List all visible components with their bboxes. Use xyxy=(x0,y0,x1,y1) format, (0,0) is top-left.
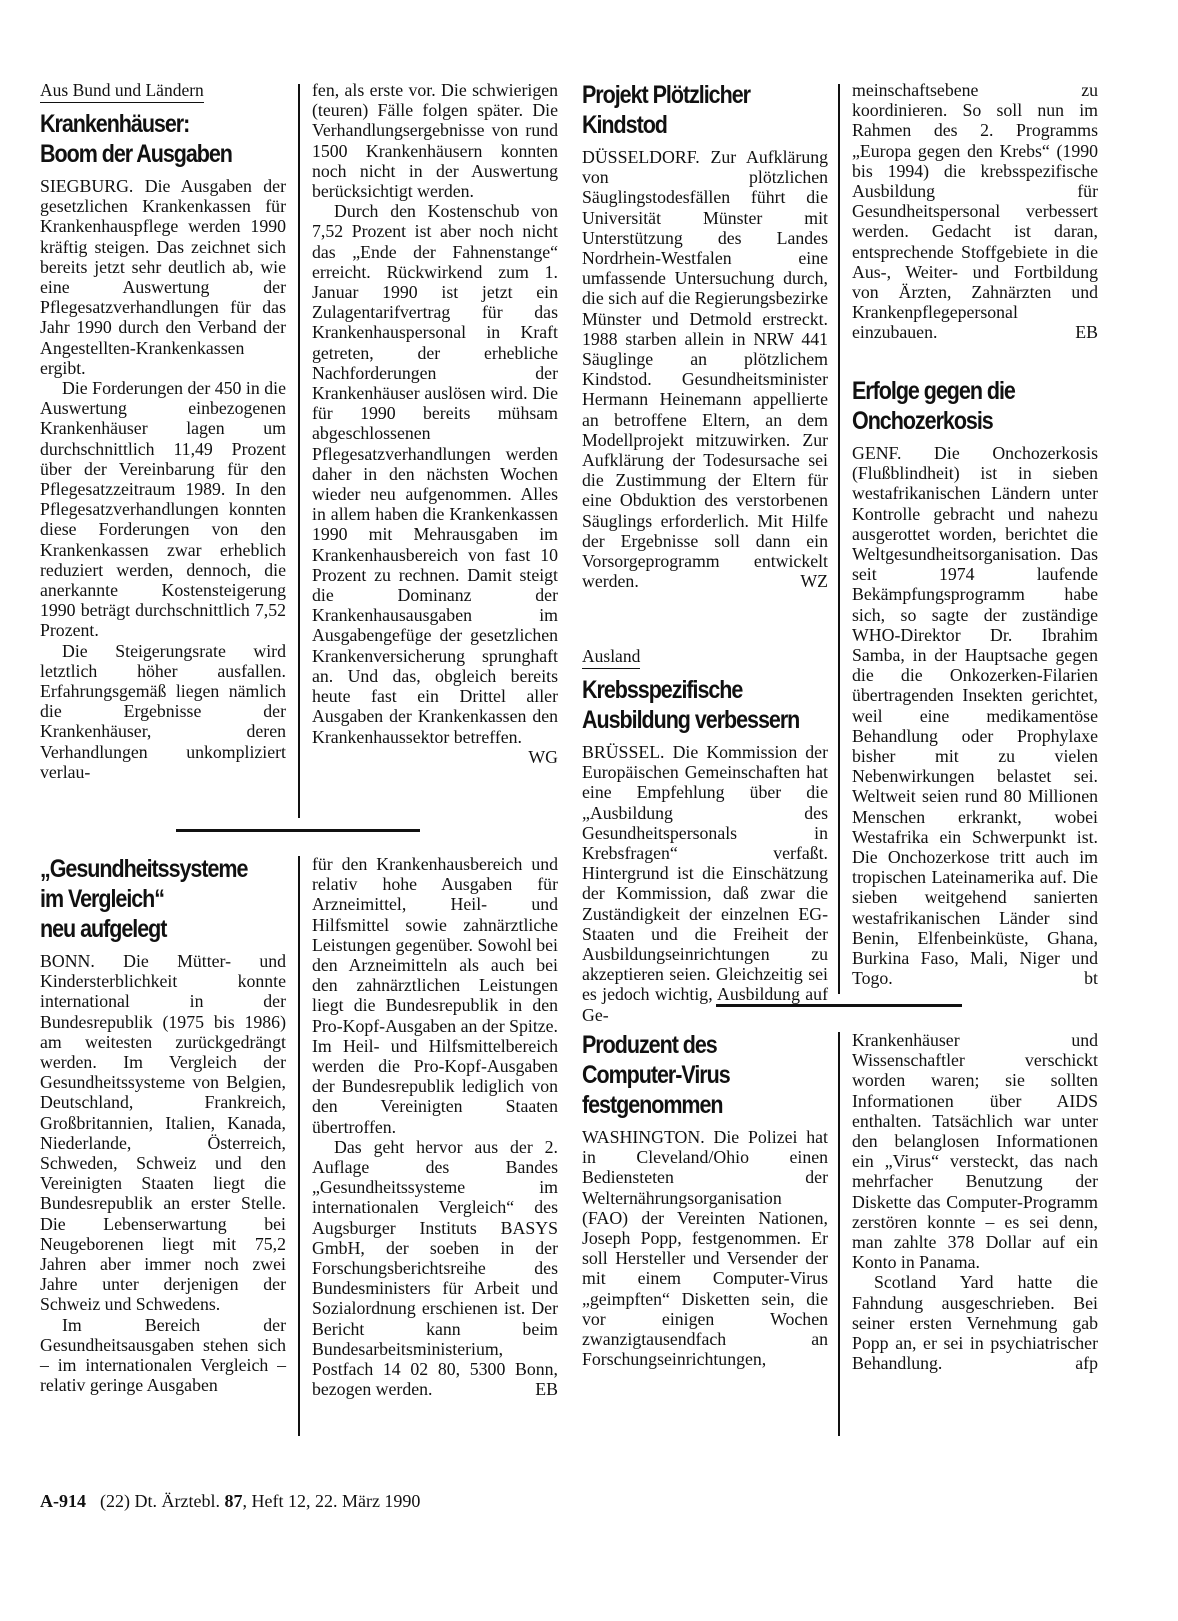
headline-line: im Vergleich“ xyxy=(40,885,165,913)
paragraph-text: GENF. Die Onchozerkosis (Flußblindheit) ist in sieben westafrikanischen Ländern unter Kontrolle gebracht und nahezu ausgerottet worden, berichtet die Weltgesundheitsorganisation. Das seit 1974 laufende Bekämpfungsprogramm habe sich, so sagte der zuständige WHO-Direktor Dr. Ibrahim Samba, in der Hauptsache gegen die die Onkozerken-Filarien übertragenden Insekten gerichtet, weil eine medikamentöse Behandlung oder Prophylaxe bisher mit zu vielen Nebenwirkungen belastet sei. Weltweit seien rund 80 Millionen Menschen erkrankt, wobei Westafrika ein Schwerpunkt ist. Die Onchozerkose tritt auch im tropischen Lateinamerika auf. Die sieben weitgehend sanierten westafrikanischen Länder sind Benin, Elfenbeinküste, Ghana, Burkina Faso, Mali, Niger und Togo. xyxy=(852,443,1098,989)
paragraph: für den Krankenhausbereich und relativ hohe Ausgaben für Arzneimittel, Heil- und Hilfsmittel sowie zahnärztliche Leistungen gegenüber. Sowohl bei den Arzneimitteln als auch bei den zahnärztlichen Leistungen liegt die Bundesrepublik in den Pro-Kopf-Ausgaben an der Spitze. Im Heil- und Hilfsmittelbereich werden die Pro-Kopf-Ausgaben der Bundesrepublik lediglich von den Vereinigten Staaten übertroffen. xyxy=(312,854,558,1137)
headline-line: Krankenhäuser: xyxy=(40,110,190,138)
paragraph xyxy=(852,1272,1098,1373)
article-computervirus xyxy=(582,1030,828,1369)
headline-line: Projekt Plötzlicher xyxy=(582,81,750,109)
article-body xyxy=(582,147,828,591)
article-krebs xyxy=(582,646,828,1025)
paragraph-text: DÜSSELDORF. Zur Aufklärung von plötzlichen Säuglingstodesfällen führt die Universität Münster mit Unterstützung des Landes Nordrhein-Westfalen eine umfassende Untersuchung durch, die sich auf die Regierungsbezirke Münster und Detmold erstreckt. 1988 starben allein in NRW 441 Säuglinge an plötzlichem Kindstod. Gesundheitsminister Hermann Heinemann appellierte an betroffene Eltern, an dem Modellprojekt mitzuwirken. Zur Aufklärung der Todesursache sei die Zustimmung der Eltern für eine Obduktion des verstorbenen Säuglings erforderlich. Mit Hilfe der Ergebnisse soll dann ein Vorsorgeprogramm entwickelt werden. xyxy=(582,147,828,592)
headline-line: Erfolge gegen die xyxy=(852,377,1015,405)
headline-onchozerkosis xyxy=(852,376,1097,436)
section-label-bund-laender: Aus Bund und Ländern xyxy=(40,80,204,103)
author-signature: bt xyxy=(1084,968,1098,989)
headline-line: Onchozerkosis xyxy=(852,407,993,435)
paragraph: Die Forderungen der 450 in die Auswertung einbezogenen Krankenhäuser lagen um durchschnittlich 11,49 Prozent über der Vereinbarung für den Pflegesatzzeitraum 1989. In den Pflegesatzverhandlungen konnten diese Forderungen von den Krankenkassen zwar erheblich reduziert werden, dennoch, die anerkannte Kostensteigerung 1990 beträgt durchschnittlich 7,52 Prozent. xyxy=(40,378,286,641)
author-signature: afp xyxy=(1075,1353,1098,1374)
article-krankenhaeuser xyxy=(40,80,286,782)
paragraph: SIEGBURG. Die Ausgaben der gesetzlichen Krankenkassen für Krankenhauspflege werden 1990 kräftig steigen. Das zeichnet sich bereits jetzt sehr deutlich ab, wie eine Auswertung der Pflegesatzverhandlungen für das Jahr 1990 durch den Verband der Angestellten-Krankenkassen ergibt. xyxy=(40,176,286,378)
headline-krankenhaeuser xyxy=(40,109,285,169)
paragraph xyxy=(312,201,558,767)
article-onchozerkosis xyxy=(852,376,1098,988)
paragraph: BONN. Die Mütter- und Kindersterblichkeit konnte international in der Bundesrepublik (1975 bis 1986) am weitesten zurückgedrängt werden. Im Vergleich der Gesundheitssysteme von Belgien, Deutschland, Frankreich, Großbritannien, Italien, Kanada, Niederlande, Österreich, Schweden, Schweiz und den Vereinigten Staaten liegt die Bundesrepublik an erster Stelle. Die Lebenserwartung bei Neugeborenen liegt mit 75,2 Jahren aber immer noch zwei Jahre unter derjenigen der Schweiz und Schwedens. xyxy=(40,951,286,1315)
column-divider xyxy=(298,856,300,1436)
article-krebs-col2 xyxy=(852,80,1098,343)
headline-line: Ausbildung verbessern xyxy=(582,706,800,734)
paragraph xyxy=(852,443,1098,988)
article-krankenhaeuser-col2 xyxy=(312,80,558,767)
headline-line: Computer-Virus xyxy=(582,1061,730,1089)
article-separator xyxy=(716,1004,962,1007)
headline-krebs xyxy=(582,675,827,735)
headline-line: Krebsspezifische xyxy=(582,676,743,704)
headline-kindstod xyxy=(582,80,827,140)
article-body-col1 xyxy=(582,742,828,1025)
author-signature: WG xyxy=(528,746,558,767)
paragraph: Krankenhäuser und Wissenschaftler verschickt worden waren; sie sollten Informationen über AIDS enthalten. Tatsächlich war unter den belanglosen Informationen ein „Virus“ versteckt, das nach mehrfacher Benutzung der Diskette das Computer-Programm zerstören konnte – es sei denn, man zahlte 378 Dollar auf ein Konto in Panama. xyxy=(852,1030,1098,1273)
article-body-col1 xyxy=(40,176,286,782)
headline-line: festgenommen xyxy=(582,1091,723,1119)
article-body xyxy=(852,443,1098,988)
author-signature: EB xyxy=(1075,322,1098,343)
article-separator xyxy=(176,829,420,832)
column-divider xyxy=(298,84,300,818)
article-computervirus-col2 xyxy=(852,1030,1098,1373)
issue-suffix: , Heft 12, 22. März 1990 xyxy=(242,1491,421,1511)
headline-gesundheitssysteme xyxy=(40,854,285,944)
article-kindstod xyxy=(582,80,828,591)
headline-line: „Gesundheitssysteme xyxy=(40,855,248,883)
headline-line: neu aufgelegt xyxy=(40,915,167,943)
article-body-col1 xyxy=(582,1127,828,1369)
paragraph: Im Bereich der Gesundheitsausgaben stehen sich – im internationalen Vergleich – relativ geringe Ausgaben xyxy=(40,1314,286,1396)
article-body-col1 xyxy=(40,951,286,1395)
headline-line: Boom der Ausgaben xyxy=(40,140,232,168)
paragraph-text: Durch den Kostenschub von 7,52 Prozent ist aber noch nicht das „Ende der Fahnenstange“ erreicht. Rückwirkend zum 1. Januar 1990 ist jetzt ein Zulagentarifvertrag für das Krankenhauspersonal in Kraft getreten, der erhebliche Nachforderungen der Krankenhäuser auslösen wird. Die für 1990 bereits mühsam abgeschlossenen Pflegesatzverhandlungen werden daher in den nächsten Wochen wieder neu aufgenommen. Alles in allem haben die Krankenkassen 1990 mit Mehrausgaben im Krankenhausbereich von fast 10 Prozent zu rechnen. Damit steigt die Dominanz der Krankenhausausgaben im Ausgabengefüge der gesetzlichen Krankenversicherung sprunghaft an. Und das, obgleich bereits heute fast ein Drittel aller Ausgaben der Krankenkassen den Krankenhaussektor betreffen. xyxy=(312,201,558,747)
paragraph xyxy=(582,147,828,591)
column-divider xyxy=(838,84,840,994)
paragraph: BRÜSSEL. Die Kommission der Europäischen Gemeinschaften hat eine Empfehlung über die „Ausbildung des Gesundheitspersonals in Krebsfragen“ verfaßt. Hintergrund ist die Einschätzung der Kommission, daß zwar die Zuständigkeit der einzelnen EG-Staaten und die Freiheit der Ausbildungseinrichtungen zu akzeptieren seien. Gleichzeitig sei es jedoch wichtig, Ausbildung auf Ge- xyxy=(582,742,828,1025)
page-footer xyxy=(40,1490,420,1512)
headline-line: Kindstod xyxy=(582,111,667,139)
paragraph: WASHINGTON. Die Polizei hat in Cleveland/Ohio einen Bediensteten der Welternährungsorganisation (FAO) der Vereinten Nationen, Joseph Popp, festgenommen. Er soll Hersteller und Versender der mit einem Computer-Virus „geimpften“ Disketten sein, die vor einigen Wochen zwanzigtausendfach an Forschungseinrichtungen, xyxy=(582,1127,828,1370)
column-divider xyxy=(838,1032,840,1436)
headline-line: Produzent des xyxy=(582,1031,717,1059)
issue-prefix: (22) Dt. Ärztebl. xyxy=(100,1491,220,1511)
paragraph: Die Steigerungsrate wird letztlich höher ausfallen. Erfahrungsgemäß liegen nämlich die Ergebnisse der Krankenhäuser, deren Verhandlungen unkompliziert verlau- xyxy=(40,640,286,782)
paragraph: fen, als erste vor. Die schwierigen (teuren) Fälle folgen später. Die Verhandlungsergebnisse von rund 1500 Krankenhäusern konnten noch nicht in der Auswertung berücksichtigt werden. xyxy=(312,80,558,202)
paragraph xyxy=(312,1137,558,1400)
paragraph xyxy=(852,80,1098,343)
headline-computervirus xyxy=(582,1030,827,1120)
author-signature: WZ xyxy=(800,571,828,592)
page-number: A-914 xyxy=(40,1491,86,1511)
author-signature: EB xyxy=(535,1379,558,1400)
article-gesundheitssysteme xyxy=(40,854,286,1395)
paragraph-text: Scotland Yard hatte die Fahndung ausgeschrieben. Bei seiner ersten Vernehmung gab Popp an, er sei in psychiatrischer Behandlung. xyxy=(852,1272,1098,1374)
volume-number: 87 xyxy=(224,1491,243,1511)
paragraph-text: Das geht hervor aus der 2. Auflage des Bandes „Gesundheitssysteme im internationalen Vergleich“ des Augsburger Instituts BASYS GmbH, der soeben in der Forschungsberichtsreihe des Bundesministers für Arbeit und Sozialordnung erschienen ist. Der Bericht kann beim Bundesarbeitsministerium, Postfach 14 02 80, 5300 Bonn, bezogen werden. xyxy=(312,1136,558,1400)
article-gesundheitssysteme-col2 xyxy=(312,854,558,1399)
section-label-ausland: Ausland xyxy=(582,646,640,669)
paragraph-text: meinschaftsebene zu koordinieren. So soll nun im Rahmen des 2. Programms „Europa gegen den Krebs“ (1990 bis 1994) die krebsspezifische Ausbildung für Gesundheitspersonal verbessert werden. Gedacht ist daran, entsprechende Stoffgebiete in die Aus-, Weiter- und Fortbildung von Ärzten, Zahnärzten und Krankenpflegepersonal einzubauen. xyxy=(852,80,1098,343)
